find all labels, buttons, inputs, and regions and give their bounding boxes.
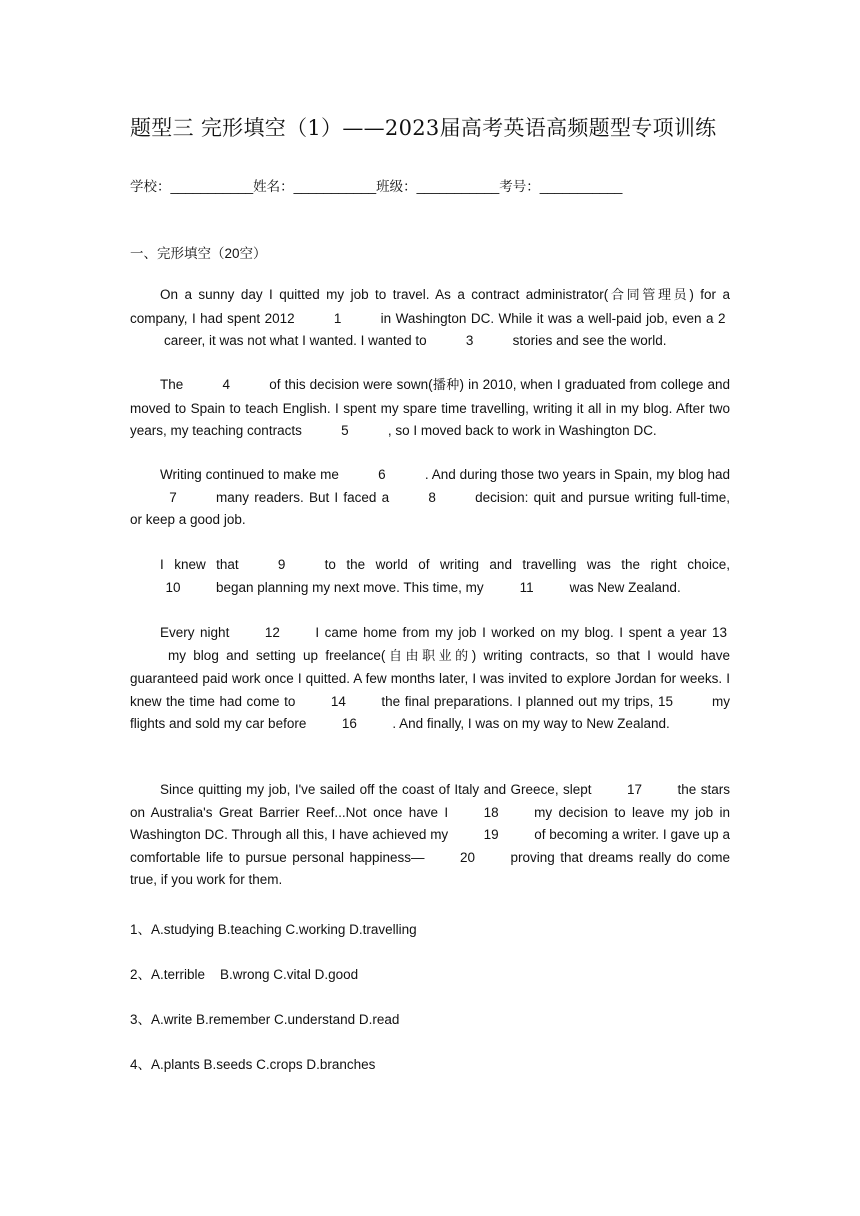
blank-19: 19 xyxy=(483,827,499,843)
para-text: proving that dreams really do come true, if you work for them. xyxy=(130,849,730,888)
section-heading: 一、完形填空（20空） xyxy=(130,246,267,261)
blank-11: 11 xyxy=(519,579,534,595)
blank-20: 20 xyxy=(460,849,476,865)
para-text: my blog and setting up freelance( xyxy=(168,647,386,663)
blank-5: 5 xyxy=(341,423,349,439)
blank-10: 10 xyxy=(165,579,181,595)
para-text: of this decision were sown( xyxy=(269,377,433,392)
para-text: stories and see the world. xyxy=(512,333,667,349)
para-text: , so I moved back to work in Washington DC. xyxy=(387,423,657,439)
para-text: the final preparations. I planned out my trips, xyxy=(381,693,654,709)
para-text: my flights and sold my car before xyxy=(130,693,730,732)
para-text: Every night xyxy=(160,625,230,640)
para-text: career, it was not what I wanted. I wanted to xyxy=(164,333,427,349)
para-text: Writing continued to make me xyxy=(160,467,339,482)
para-text: was New Zealand. xyxy=(569,579,681,595)
chinese-gloss: 自由职业的 xyxy=(385,648,472,664)
passage-paragraph-3 xyxy=(130,464,730,532)
passage-paragraph-6 xyxy=(130,779,730,892)
blank-15: 15 xyxy=(657,693,674,709)
para-text: decision: quit and pursue writing full-time, or keep a good job. xyxy=(130,489,730,528)
para-text: my decision to leave my job in Washington DC. Through all this, I have achieved my xyxy=(130,804,730,843)
para-text: ) for a company, I had spent 2012 xyxy=(130,287,730,326)
blank-17: 17 xyxy=(627,782,643,797)
blank-2: 2 xyxy=(717,310,726,326)
para-text: On a sunny day I quitted my job to travel. As a contract administrator( xyxy=(160,287,609,302)
passage-paragraph-1 xyxy=(130,284,730,353)
para-text: . And during those two years in Spain, my blog had xyxy=(424,467,730,482)
blank-8: 8 xyxy=(428,489,436,505)
passage-paragraph-2 xyxy=(130,374,730,443)
para-text: ) in 2010, when I graduated from college and moved to Spain to teach English. I spent my spare time travelling, writing it all in my blog. After two years, my teaching contracts xyxy=(130,377,730,439)
blank-9: 9 xyxy=(277,557,286,572)
para-text: I came home from my job I worked on my blog. I spent a year xyxy=(315,625,707,640)
blank-1: 1 xyxy=(333,310,342,326)
para-text: began planning my next move. This time, my xyxy=(216,579,484,595)
chinese-gloss: 合同管理员 xyxy=(608,288,690,303)
para-text: ) writing contracts, so that I would have guaranteed paid work once I quitted. A few months later, I was invited to explore Jordan for weeks. I knew the time had come to xyxy=(130,647,730,709)
para-text: Since quitting my job, I've sailed off the coast of Italy and Greece, slept xyxy=(160,782,592,797)
blank-7: 7 xyxy=(169,489,177,505)
blank-3: 3 xyxy=(465,333,474,349)
chinese-gloss: 播种 xyxy=(432,378,460,393)
blank-16: 16 xyxy=(341,716,357,732)
question-option-1: 1、A.studying B.teaching C.working D.travelling xyxy=(130,922,417,937)
question-option-4: 4、A.plants B.seeds C.crops D.branches xyxy=(130,1057,376,1072)
para-text: the stars on Australia's Great Barrier Reef...Not once have I xyxy=(130,782,730,820)
question-option-3: 3、A.write B.remember C.understand D.read xyxy=(130,1012,400,1027)
student-info-line: 学校：___________姓名：___________班级：___________考号：___________ xyxy=(130,179,623,194)
para-text: in Washington DC. While it was a well-paid job, even a xyxy=(380,310,714,326)
passage-paragraph-4 xyxy=(130,554,730,599)
blank-12: 12 xyxy=(264,625,280,640)
blank-14: 14 xyxy=(330,693,346,709)
passage-paragraph-5 xyxy=(130,622,730,736)
para-text: many readers. But I faced a xyxy=(216,489,390,505)
blank-18: 18 xyxy=(483,804,499,820)
para-text: The xyxy=(160,377,184,392)
para-text: to the world of writing and travelling was the right choice, xyxy=(324,557,730,572)
blank-6: 6 xyxy=(378,467,386,482)
para-text: I knew that xyxy=(160,557,239,572)
para-text: of becoming a writer. I gave up a comfortable life to pursue personal happiness— xyxy=(130,827,730,865)
blank-13: 13 xyxy=(712,625,728,640)
blank-4: 4 xyxy=(222,377,231,392)
question-option-2: 2、A.terrible B.wrong C.vital D.good xyxy=(130,967,359,982)
para-text: . And finally, I was on my way to New Zealand. xyxy=(392,716,670,732)
page-title: 题型三 完形填空（1）——2023届高考英语高频题型专项训练 xyxy=(130,116,717,140)
